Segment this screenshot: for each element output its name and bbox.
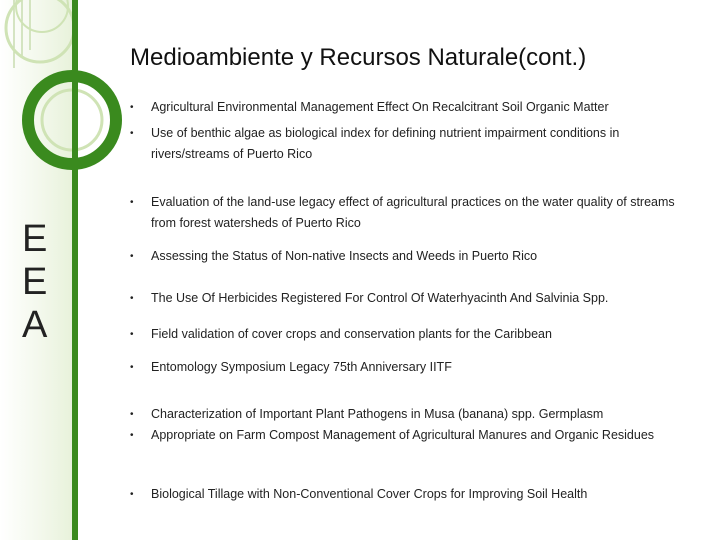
list-item — [130, 246, 690, 267]
list-item-text: Use of benthic algae as biological index for defining nutrient impairment conditions in rivers/streams of Puerto Rico — [151, 126, 620, 161]
list-item-text: The Use Of Herbicides Registered For Control Of Waterhyacinth And Salvinia Spp. — [151, 291, 609, 305]
list-item — [130, 324, 690, 345]
bullet: • — [130, 489, 134, 500]
list-item-text: Assessing the Status of Non-native Insects and Weeds in Puerto Rico — [151, 249, 538, 263]
bullet: • — [130, 102, 134, 113]
list-item — [130, 97, 690, 118]
bullet: • — [130, 329, 134, 340]
list-item — [130, 192, 690, 234]
list-item-text: Appropriate on Farm Compost Management of Agricultural Manures and Organic Residues — [151, 428, 655, 442]
list-item-text: Agricultural Environmental Management Effect On Recalcitrant Soil Organic Matter — [151, 100, 609, 114]
deco-ring — [16, 0, 68, 32]
list-item — [130, 288, 690, 309]
eea-letter: A — [22, 304, 48, 346]
bullet: • — [130, 197, 134, 208]
eea-letter: E — [22, 218, 48, 260]
bullet: • — [130, 293, 134, 304]
list-item-text: Field validation of cover crops and conservation plants for the Caribbean — [151, 327, 552, 341]
list-item — [130, 404, 690, 425]
list-item — [130, 357, 690, 378]
list-item-text: Entomology Symposium Legacy 75th Anniversary IITF — [151, 360, 452, 374]
bullet: • — [130, 430, 134, 441]
list-item-text: Biological Tillage with Non-Conventional Cover Crops for Improving Soil Health — [151, 487, 588, 501]
bullet: • — [130, 409, 134, 420]
list-item — [130, 425, 690, 446]
eea-letters — [22, 218, 56, 347]
eea-letter: E — [22, 261, 48, 303]
list-item-text: Evaluation of the land-use legacy effect of agricultural practices on the water quality of streams from forest watersheds of Puerto Rico — [151, 195, 675, 230]
list-item — [130, 484, 690, 505]
bullet: • — [130, 251, 134, 262]
page-title: Medioambiente y Recursos Naturale(cont.) — [130, 44, 587, 71]
list-item-text: Characterization of Important Plant Pathogens in Musa (banana) spp. Germplasm — [151, 407, 604, 421]
bullet: • — [130, 128, 134, 139]
sidebar-divider — [72, 0, 78, 540]
sidebar — [0, 0, 78, 540]
bullet: • — [130, 362, 134, 373]
list-item — [130, 123, 690, 165]
